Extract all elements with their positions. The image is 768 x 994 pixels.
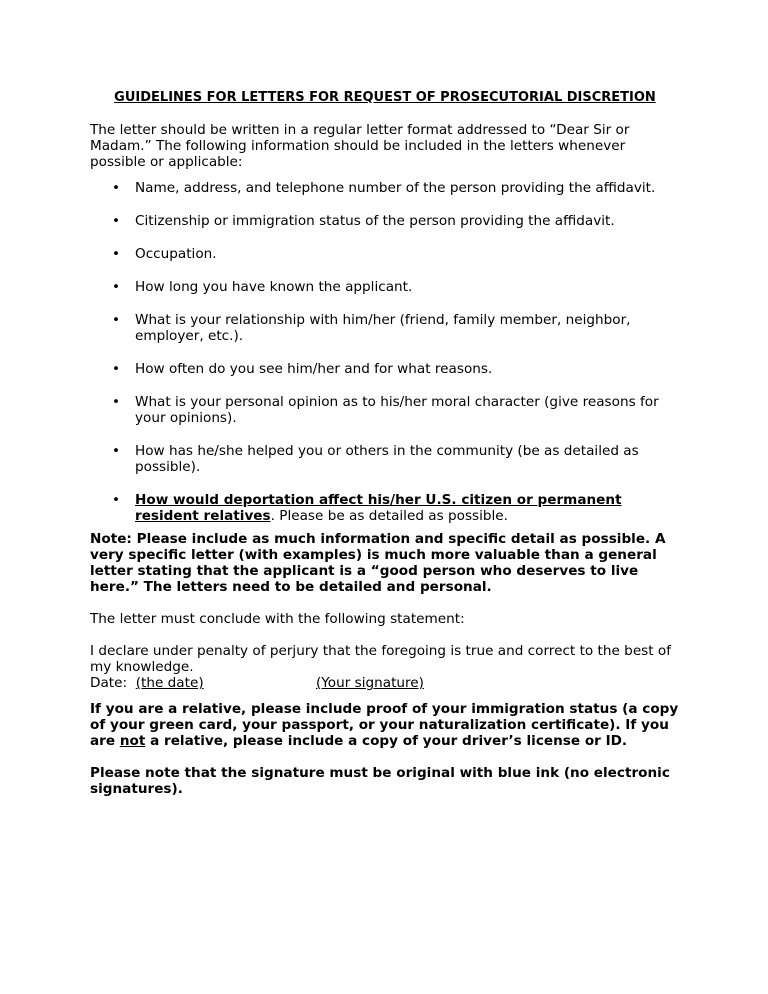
list-item (90, 361, 680, 377)
list-item (90, 246, 680, 262)
list-item-text: Name, address, and telephone number of the person providing the affidavit. (135, 180, 656, 196)
list-item-text: . Please be as detailed as possible. (270, 508, 508, 524)
intro-paragraph: The letter should be written in a regular letter format addressed to “Dear Sir or Madam.” The following information should be included in the letters whenever possible or applicable: (90, 122, 630, 170)
conclude-paragraph: The letter must conclude with the following statement: (90, 611, 465, 627)
list-item-text: What is your relationship with him/her (friend, family member, neighbor, employer, etc.). (135, 312, 631, 344)
signature-field: (Your signature) (316, 675, 424, 691)
ink-note-paragraph: Please note that the signature must be original with blue ink (no electronic signatures). (90, 765, 670, 797)
bullet-icon: • (112, 492, 121, 508)
list-item (90, 312, 680, 344)
bullet-icon: • (112, 394, 121, 410)
document-body (90, 90, 680, 797)
relative-not-emphasis: not (119, 733, 146, 749)
bullet-icon: • (112, 443, 121, 459)
list-item (90, 279, 680, 295)
list-item-emphasis (90, 492, 680, 524)
bullet-icon: • (112, 246, 121, 262)
list-item-text: How has he/she helped you or others in the community (be as detailed as possible). (135, 443, 639, 475)
list-item (90, 213, 680, 229)
date-field: (the date) (135, 675, 204, 691)
emphasis-text: How would deportation affect his/her U.S. citizen or permanent resident relatives (135, 492, 622, 524)
bullet-icon: • (112, 312, 121, 328)
list-item (90, 394, 680, 426)
date-signature-line (90, 675, 680, 691)
requirements-list (90, 180, 680, 524)
note-paragraph: Note: Please include as much information and specific detail as possible. A very specific letter (with examples) is much more valuable than a general letter stating that the applicant is a “good person who deserves to live here.” The letters need to be detailed and personal. (90, 531, 666, 595)
relative-text-1: If you are a relative, please include proof of your immigration status (a copy of your green card, your passport, or your naturalization certificate). If you are (90, 701, 679, 749)
bullet-icon: • (112, 279, 121, 295)
document-title: GUIDELINES FOR LETTERS FOR REQUEST OF PROSECUTORIAL DISCRETION (114, 90, 656, 105)
declaration-statement: I declare under penalty of perjury that the foregoing is true and correct to the best of my knowledge. (90, 643, 672, 675)
list-item-text: Citizenship or immigration status of the person providing the affidavit. (135, 213, 615, 229)
list-item-text: What is your personal opinion as to his/her moral character (give reasons for your opinions). (135, 394, 659, 426)
bullet-icon: • (112, 213, 121, 229)
relative-paragraph (90, 701, 680, 749)
bullet-icon: • (112, 361, 121, 377)
list-item (90, 443, 680, 475)
date-label: Date: (90, 675, 128, 691)
list-item (90, 180, 680, 196)
list-item-text: Occupation. (135, 246, 217, 262)
list-item-text: How often do you see him/her and for what reasons. (135, 361, 493, 377)
relative-text-2: a relative, please include a copy of your driver’s license or ID. (145, 733, 628, 749)
bullet-icon: • (112, 180, 121, 196)
list-item-text: How long you have known the applicant. (135, 279, 413, 295)
